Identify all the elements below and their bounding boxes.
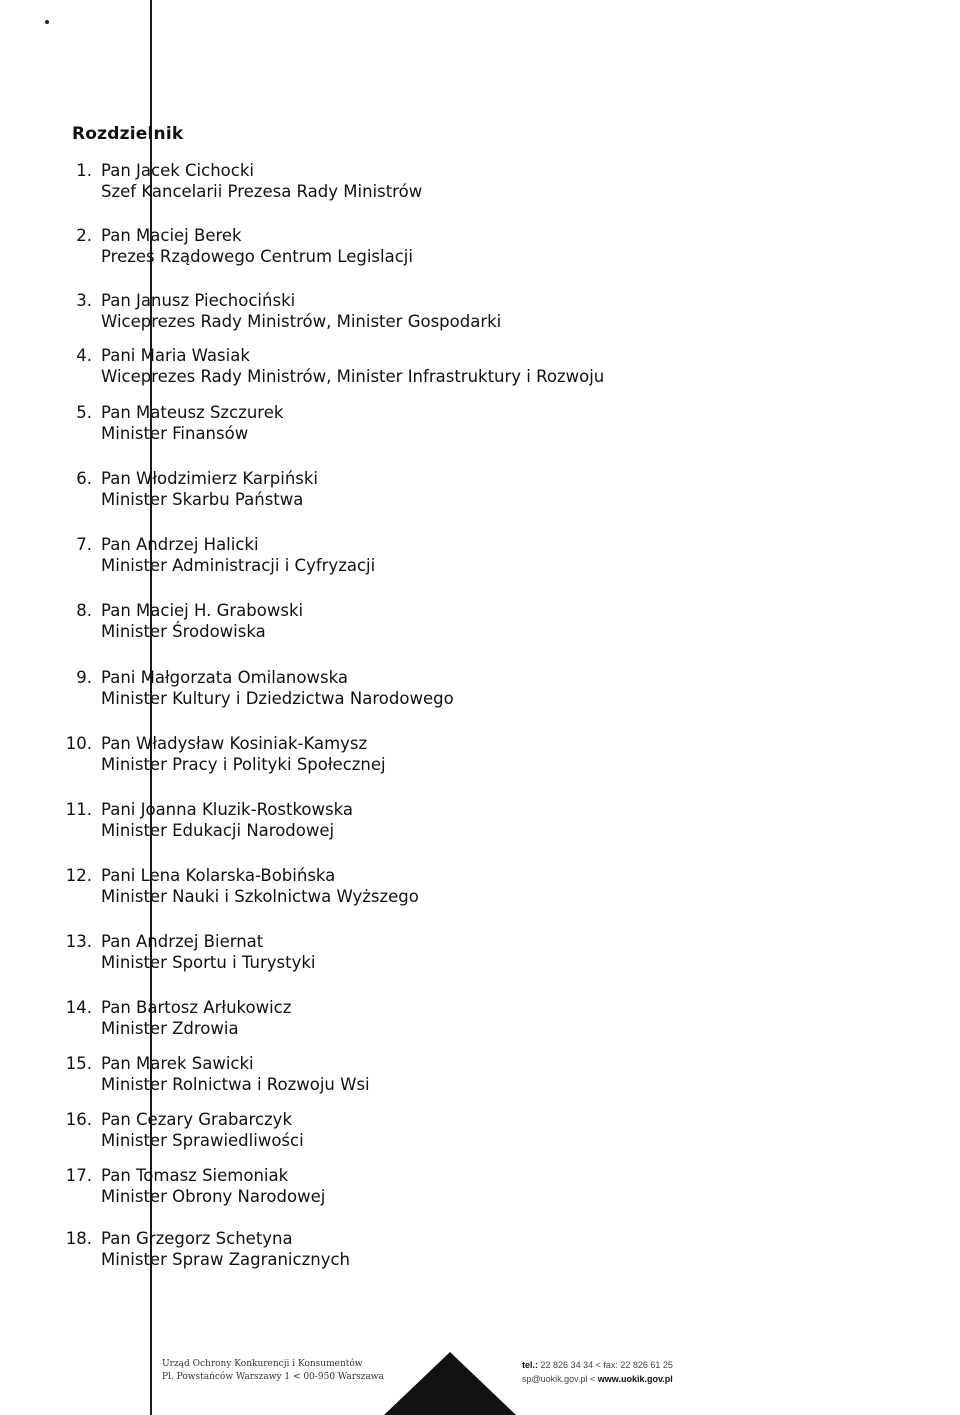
recipient-name: Pani Małgorzata Omilanowska (101, 668, 348, 687)
recipient-name: Pan Andrzej Halicki (101, 535, 259, 554)
recipient-name: Pan Jacek Cichocki (101, 161, 254, 180)
item-number: 5. (76, 403, 92, 422)
recipient-name: Pani Maria Wasiak (101, 346, 250, 365)
recipient-name: Pan Grzegorz Schetyna (101, 1229, 293, 1248)
recipient-name: Pani Joanna Kluzik-Rostkowska (101, 800, 353, 819)
recipient-name: Pan Janusz Piechociński (101, 291, 296, 310)
recipient-role: Minister Rolnictwa i Rozwoju Wsi (101, 1075, 370, 1094)
recipient-name: Pan Cezary Grabarczyk (101, 1110, 292, 1129)
recipient-name: Pan Andrzej Biernat (101, 932, 264, 951)
recipient-name: Pan Tomasz Siemoniak (101, 1166, 289, 1185)
item-number: 9. (76, 668, 92, 687)
email-link[interactable]: sp@uokik.gov.pl < (522, 1374, 596, 1384)
recipient-role: Wiceprezes Rady Ministrów, Minister Infrastruktury i Rozwoju (101, 367, 605, 386)
item-number: 1. (76, 161, 92, 180)
item-number: 12. (65, 866, 92, 885)
recipient-role: Minister Obrony Narodowej (101, 1187, 326, 1206)
recipient-role: Minister Administracji i Cyfryzacji (101, 556, 376, 575)
contact-phone-line (522, 1358, 673, 1372)
recipient-role: Szef Kancelarii Prezesa Rady Ministrów (101, 182, 423, 201)
recipient-name: Pan Marek Sawicki (101, 1054, 254, 1073)
recipient-name: Pan Maciej H. Grabowski (101, 601, 304, 620)
recipient-role: Wiceprezes Rady Ministrów, Minister Gospodarki (101, 312, 502, 331)
item-number: 15. (65, 1054, 92, 1073)
item-number: 17. (65, 1166, 92, 1185)
item-number: 10. (65, 734, 92, 753)
website-link[interactable]: www.uokik.gov.pl (597, 1374, 673, 1384)
item-number: 4. (76, 346, 92, 365)
item-number: 11. (65, 800, 92, 819)
footer-contact-block (522, 1358, 673, 1386)
recipient-role: Minister Edukacji Narodowej (101, 821, 335, 840)
item-number: 3. (76, 291, 92, 310)
item-number: 7. (76, 535, 92, 554)
recipient-role: Minister Skarbu Państwa (101, 490, 304, 509)
office-address: Pl. Powstańców Warszawy 1 < 00-950 Warszawa (162, 1372, 384, 1382)
recipient-role: Minister Pracy i Polityki Społecznej (101, 755, 386, 774)
recipient-name: Pan Mateusz Szczurek (101, 403, 284, 422)
recipient-role: Minister Zdrowia (101, 1019, 239, 1038)
phone-label: tel.: (522, 1360, 539, 1370)
recipient-role: Minister Finansów (101, 424, 249, 443)
item-number: 13. (65, 932, 92, 951)
recipient-role: Minister Środowiska (101, 622, 266, 641)
recipient-role: Minister Spraw Zagranicznych (101, 1250, 350, 1269)
recipient-role: Minister Sprawiedliwości (101, 1131, 304, 1150)
item-number: 6. (76, 469, 92, 488)
recipient-name: Pan Włodzimierz Karpiński (101, 469, 319, 488)
recipient-role: Minister Nauki i Szkolnictwa Wyższego (101, 887, 419, 906)
recipient-name: Pan Bartosz Arłukowicz (101, 998, 292, 1017)
item-number: 14. (65, 998, 92, 1017)
phone-fax: 22 826 34 34 < fax: 22 826 61 25 (540, 1360, 673, 1370)
recipient-role: Minister Kultury i Dziedzictwa Narodowego (101, 689, 454, 708)
recipient-name: Pani Lena Kolarska-Bobińska (101, 866, 336, 885)
office-name: Urząd Ochrony Konkurencji i Konsumentów (162, 1359, 363, 1369)
footer-office-block (162, 1358, 384, 1384)
item-number: 16. (65, 1110, 92, 1129)
contact-web-line (522, 1372, 673, 1386)
item-number: 2. (76, 226, 92, 245)
recipient-name: Pan Władysław Kosiniak-Kamysz (101, 734, 368, 753)
recipient-name: Pan Maciej Berek (101, 226, 242, 245)
page-title: Rozdzielnik (72, 124, 184, 144)
item-number: 18. (65, 1229, 92, 1248)
uokik-triangle-logo-icon (384, 1352, 516, 1415)
item-number: 8. (76, 601, 92, 620)
recipient-role: Minister Sportu i Turystyki (101, 953, 316, 972)
footer (0, 1352, 960, 1415)
recipient-role: Prezes Rządowego Centrum Legislacji (101, 247, 413, 266)
